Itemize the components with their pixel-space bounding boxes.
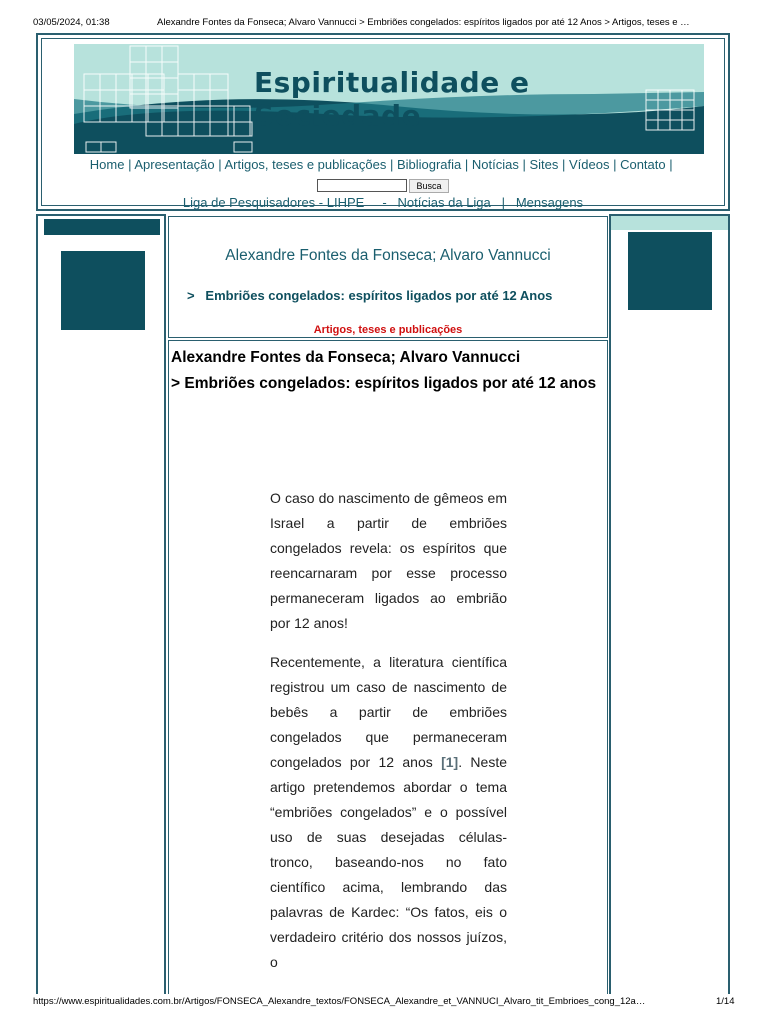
page-number: 1/14 — [716, 996, 735, 1007]
left-sidebar-bar — [44, 219, 160, 235]
left-sidebar-block — [61, 251, 145, 330]
nav-videos[interactable]: Vídeos — [568, 157, 610, 172]
article-text — [270, 486, 507, 989]
search-input[interactable] — [317, 179, 407, 192]
right-sidebar-block — [628, 232, 712, 310]
site-banner[interactable] — [74, 44, 704, 154]
article-paragraph: O caso do nascimento de gêmeos em Israel a partir de embriões congelados revela: os espíritos que reencarnaram por esse processo permaneceram ligados ao embrião por 12 anos! — [270, 490, 507, 631]
article-paragraph-text: Recentemente, a literatura científica registrou um caso de nascimento de bebês a partir de embriões congelados que permaneceram congelados por 12 anos — [270, 654, 507, 770]
nav-separator: | — [461, 157, 472, 172]
section-label[interactable]: Artigos, teses e publicações — [313, 324, 463, 336]
site-header-frame — [36, 33, 730, 211]
nav-mensagens[interactable]: Mensagens — [515, 195, 584, 210]
right-sidebar — [609, 214, 730, 994]
site-title: Espiritualidade e Sociedade — [254, 66, 530, 132]
article-heading-title: > Embriões congelados: espíritos ligados por até 12 anos — [171, 375, 597, 392]
left-sidebar — [36, 214, 166, 994]
article-heading-authors: Alexandre Fontes da Fonseca; Alvaro Vannucci — [171, 349, 521, 366]
nav-sites[interactable]: Sites — [529, 157, 559, 172]
print-header — [0, 0, 768, 30]
search-row — [42, 177, 724, 195]
nav-artigos[interactable]: Artigos, teses e publicações — [224, 157, 387, 172]
article-subtitle: > Embriões congelados: espíritos ligados por até 12 Anos — [187, 288, 553, 303]
liga-nav: Liga de Pesquisadores - LIHPE - Notícias da Liga | Mensagens — [182, 195, 584, 210]
print-footer — [0, 994, 768, 1014]
nav-separator: | — [386, 157, 397, 172]
nav-home[interactable]: Home — [89, 157, 125, 172]
nav-liga-pesquisadores[interactable]: Liga de Pesquisadores - LIHPE — [182, 195, 365, 210]
nav-noticias[interactable]: Notícias — [471, 157, 519, 172]
nav-separator: | — [665, 157, 677, 172]
nav-separator: | — [124, 157, 135, 172]
print-document-title: Alexandre Fontes da Fonseca; Alvaro Vannucci > Embriões congelados: espíritos ligados por até 12 Anos > Artigos, teses e … — [157, 17, 690, 28]
search-button[interactable]: Busca — [409, 179, 448, 193]
print-url: https://www.espiritualidades.com.br/Artigos/FONSECA_Alexandre_textos/FONSECA_Alexandre_et_VANNUCI_Alvaro_tit_Embrioes_cong_12a… — [33, 996, 646, 1007]
nav-separator: | — [518, 157, 530, 172]
nav-separator: | — [609, 157, 621, 172]
article-paragraph — [270, 650, 507, 975]
nav-bibliografia[interactable]: Bibliografia — [396, 157, 462, 172]
print-datetime: 03/05/2024, 01:38 — [33, 17, 110, 28]
article-body-box — [168, 340, 608, 994]
nav-contato[interactable]: Contato — [620, 157, 666, 172]
article-paragraph-text: . Neste artigo pretendemos abordar o tema “embriões congelados” e o possível uso de suas desejadas células-tronco, baseando-nos no fato científico acima, lembrando das palavras de Kardec: “Os fatos, eis o verdadeiro critério dos nossos juízos, o — [270, 754, 507, 970]
nav-apresentacao[interactable]: Apresentação — [134, 157, 215, 172]
nav-separator: | — [214, 157, 225, 172]
site-header-inner — [41, 38, 725, 210]
article-header-box — [168, 216, 608, 338]
article-heading — [171, 345, 601, 397]
right-sidebar-bar — [611, 216, 728, 230]
reference-link[interactable]: [1] — [441, 754, 459, 770]
main-nav — [42, 157, 724, 172]
nav-separator: | — [558, 157, 569, 172]
nav-noticias-liga[interactable]: Notícias da Liga — [397, 195, 491, 210]
article-authors: Alexandre Fontes da Fonseca; Alvaro Vannucci — [225, 247, 551, 264]
